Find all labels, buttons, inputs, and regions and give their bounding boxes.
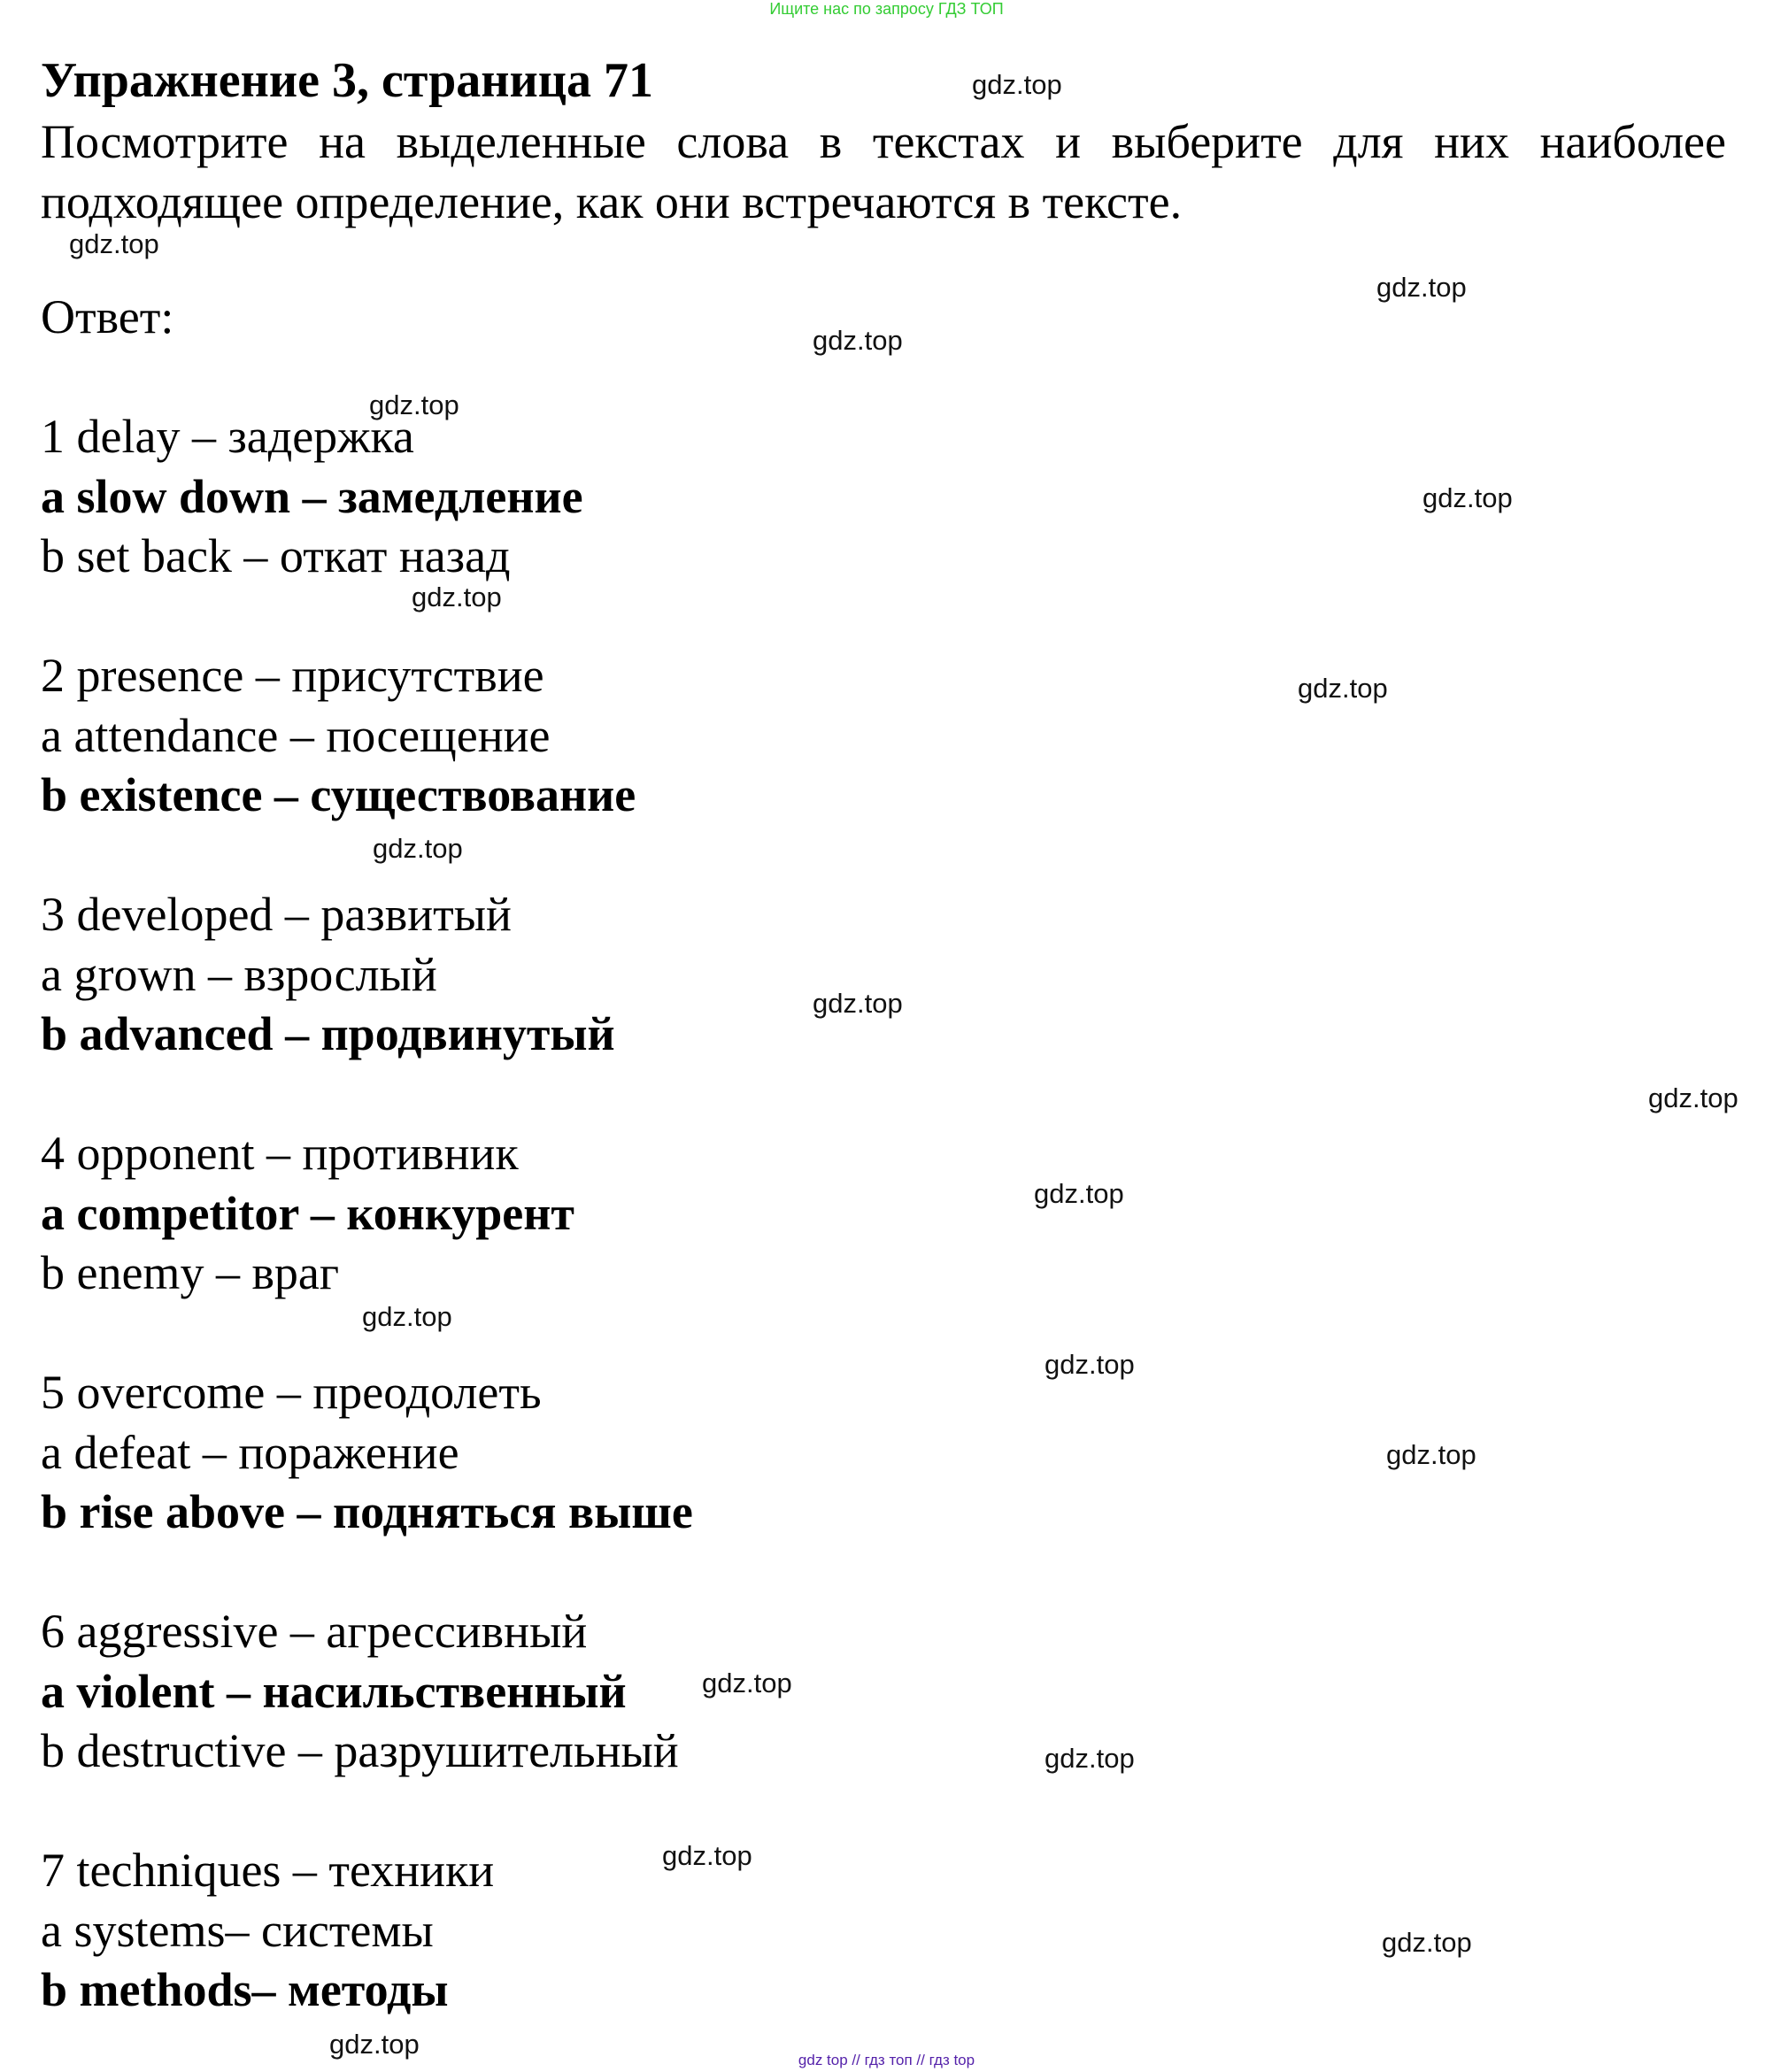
watermark: gdz.top <box>1045 1349 1135 1380</box>
watermark: gdz.top <box>362 1301 452 1332</box>
exercise-title: Упражнение 3, страница 71 <box>41 53 654 108</box>
item-word: 2 presence – присутствие <box>41 649 544 702</box>
watermark: gdz.top <box>1298 673 1388 704</box>
watermark: gdz.top <box>1648 1082 1738 1113</box>
watermark: gdz.top <box>412 582 502 612</box>
item-word: 4 opponent – противник <box>41 1127 519 1180</box>
task-text: Посмотрите на выделенные слова в текстах и выберите для них наиболее подходящее определение, как они встречаются в тексте. <box>41 115 1726 228</box>
option-b: b methods– методы <box>41 1963 449 2016</box>
option-a: a attendance – посещение <box>41 708 551 762</box>
watermark: gdz.top <box>662 1840 752 1871</box>
answer-label: Ответ: <box>41 290 174 343</box>
answer-item-6 <box>41 1602 679 1782</box>
option-a: a grown – взрослый <box>41 947 437 1001</box>
watermark: gdz.top <box>329 2029 420 2060</box>
watermark: gdz.top <box>1376 272 1467 303</box>
item-word: 7 techniques – техники <box>41 1844 495 1897</box>
watermark: gdz.top <box>1422 482 1513 513</box>
option-a: a systems– системы <box>41 1903 434 1957</box>
option-a: a violent – насильственный <box>41 1664 627 1718</box>
watermark: gdz.top <box>1045 1743 1135 1774</box>
option-b: b enemy – враг <box>41 1246 340 1299</box>
answer-item-2 <box>41 646 636 826</box>
watermark: gdz.top <box>813 988 903 1019</box>
answer-item-1 <box>41 407 583 587</box>
option-b: b rise above – подняться выше <box>41 1485 693 1538</box>
answer-item-7 <box>41 1841 494 2021</box>
watermark: gdz.top <box>1382 1927 1472 1958</box>
watermark: gdz.top <box>373 833 463 864</box>
item-word: 3 developed – развитый <box>41 888 512 941</box>
option-a: a slow down – замедление <box>41 469 583 523</box>
answer-item-4 <box>41 1124 574 1304</box>
top-banner: Ищите нас по запросу ГДЗ ТОП <box>769 0 1004 18</box>
watermark: gdz.top <box>369 389 459 420</box>
answer-item-3 <box>41 885 615 1065</box>
footer-watermark: gdz top // гдз топ // гдз top <box>798 2052 975 2068</box>
option-b: b existence – существование <box>41 768 636 821</box>
option-a: a defeat – поражение <box>41 1425 459 1479</box>
item-word: 5 overcome – преодолеть <box>41 1366 542 1419</box>
option-b: b destructive – разрушительный <box>41 1724 679 1777</box>
watermark: gdz.top <box>702 1668 792 1698</box>
item-word: 1 delay – задержка <box>41 410 414 463</box>
item-word: 6 aggressive – агрессивный <box>41 1605 588 1658</box>
answer-item-5 <box>41 1363 693 1543</box>
watermark: gdz.top <box>69 228 159 259</box>
watermark: gdz.top <box>813 325 903 356</box>
watermark: gdz.top <box>972 69 1062 100</box>
option-b: b set back – откат назад <box>41 529 511 582</box>
option-a: a competitor – конкурент <box>41 1186 574 1240</box>
watermark: gdz.top <box>1034 1178 1124 1209</box>
watermark: gdz.top <box>1386 1439 1476 1470</box>
option-b: b advanced – продвинутый <box>41 1007 615 1060</box>
